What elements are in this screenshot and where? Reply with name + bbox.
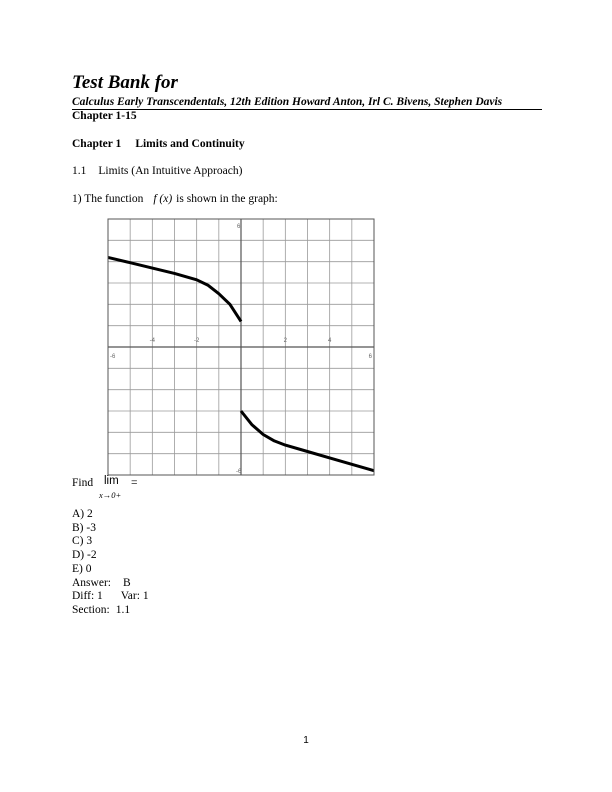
choice-e: E) 0: [72, 562, 92, 575]
y-tick-label: 6: [237, 224, 241, 230]
chapter-heading: [72, 138, 245, 150]
document-title: Test Bank for: [72, 72, 178, 93]
difficulty-line: [72, 590, 149, 604]
section-line: [72, 604, 149, 618]
page-number: 1: [303, 735, 309, 746]
choice-c: C) 3: [72, 535, 93, 548]
choice-b: B) -3: [72, 521, 96, 534]
choice-d: D) -2: [72, 549, 97, 562]
answer-line: [72, 577, 149, 591]
find-label: Find: [72, 477, 94, 489]
section-ref-value: 1.1: [115, 603, 131, 616]
y-tick-label: -6: [236, 469, 242, 475]
function-graph: [107, 218, 375, 476]
chapter-range: Chapter 1-15: [72, 110, 137, 122]
question-suffix: is shown in the graph:: [176, 193, 278, 205]
section-heading: [72, 165, 242, 177]
chapter-label: Chapter 1: [72, 138, 122, 150]
title-underline: [72, 109, 542, 110]
answer-value: B: [122, 576, 131, 589]
choice-a: A) 2: [72, 508, 93, 520]
x-tick-label: 2: [283, 338, 288, 344]
answer-choices: [72, 508, 149, 618]
question-prefix: 1) The function: [72, 193, 144, 205]
x-tick-label: -6: [110, 354, 116, 360]
x-tick-label: 4: [327, 338, 332, 344]
difficulty-label: Diff: 1: [72, 590, 103, 603]
limit-word: lim: [104, 475, 119, 487]
section-ref-label: Section:: [72, 603, 110, 616]
section-title: Limits (An Intuitive Approach): [98, 165, 243, 177]
function-notation: f (x): [153, 193, 173, 205]
book-subtitle: Calculus Early Transcendentals, 12th Edition Howard Anton, Irl C. Bivens, Stephen Davis: [72, 96, 503, 108]
equals-sign: =: [131, 477, 138, 489]
chapter-title: Limits and Continuity: [135, 138, 245, 150]
answer-label: Answer:: [72, 576, 111, 589]
x-tick-label: -4: [149, 338, 156, 344]
section-number: 1.1: [72, 165, 87, 177]
limit-subscript: x→0+: [99, 490, 122, 500]
x-tick-label: -2: [193, 338, 200, 344]
variant-label: Var: 1: [120, 590, 149, 603]
x-tick-label: 6: [368, 354, 372, 360]
question-prompt: [72, 193, 278, 205]
